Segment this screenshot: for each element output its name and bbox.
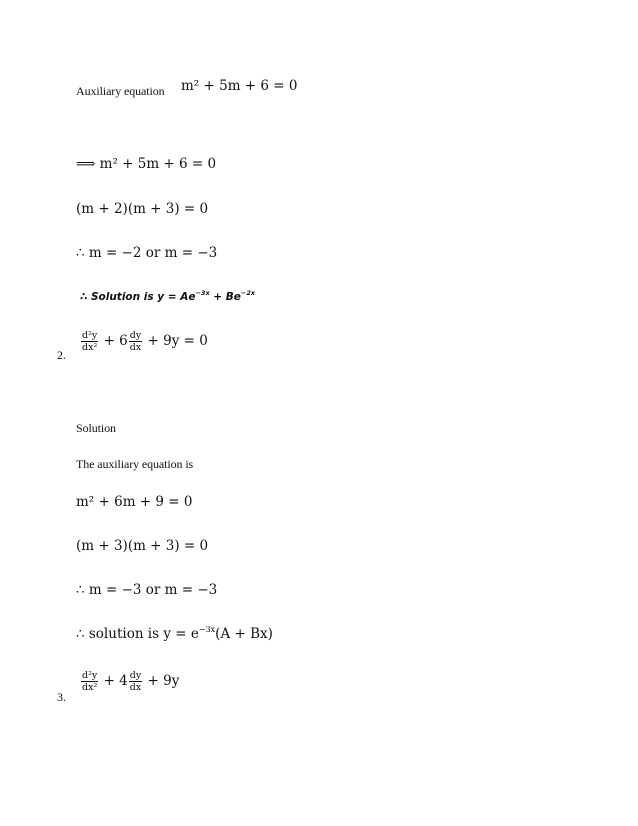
equation-tail: + 9y <box>147 673 180 689</box>
problem-2-number: 2. <box>57 348 66 362</box>
factored-equation-1: (m + 2)(m + 3) = 0 <box>76 201 209 217</box>
dy-dx-fraction <box>129 670 142 693</box>
fraction-denominator: dx² <box>82 682 98 693</box>
solution-1-exp1: −3x <box>195 289 210 297</box>
equation-tail: + 9y = 0 <box>147 333 208 349</box>
d2y-dx2-fraction <box>81 670 98 693</box>
aux-equation-2: m² + 6m + 9 = 0 <box>76 494 193 510</box>
solution-line-2 <box>76 626 273 642</box>
fraction-numerator: d²y <box>82 670 98 681</box>
plus-coefficient: + 6 <box>103 333 128 349</box>
aux-equation: m² + 5m + 6 = 0 <box>181 78 298 94</box>
roots-line-2: ∴ m = −3 or m = −3 <box>76 582 218 598</box>
solution-1-prefix: ∴ Solution is y = Ae <box>80 291 196 303</box>
fraction-numerator: d²y <box>82 330 98 341</box>
dy-dx-fraction <box>129 330 142 353</box>
problem-2-equation <box>80 330 208 353</box>
solution-1-exp2: −2x <box>240 289 256 297</box>
solution-heading: Solution <box>76 421 116 435</box>
problem-3-number: 3. <box>57 690 66 704</box>
fraction-denominator: dx <box>129 342 142 353</box>
implies-equation: ⟹ m² + 5m + 6 = 0 <box>76 156 217 172</box>
fraction-denominator: dx² <box>82 342 98 353</box>
fraction-denominator: dx <box>129 682 142 693</box>
solution-2-exp: −3x <box>198 625 216 634</box>
factored-equation-2: (m + 3)(m + 3) = 0 <box>76 538 209 554</box>
problem-3-equation <box>80 670 179 693</box>
solution-2-tail: (A + Bx) <box>215 626 273 642</box>
roots-line-1: ∴ m = −2 or m = −3 <box>76 245 218 261</box>
aux-label: Auxiliary equation <box>76 84 165 98</box>
fraction-numerator: dy <box>129 330 142 341</box>
solution-2-prefix: ∴ solution is y = e <box>76 626 199 642</box>
d2y-dx2-fraction <box>81 330 98 353</box>
solution-line-1 <box>80 291 255 303</box>
plus-coefficient: + 4 <box>103 673 128 689</box>
solution-1-mid: + Be <box>209 291 241 303</box>
fraction-numerator: dy <box>129 670 142 681</box>
aux-equation-label-2: The auxiliary equation is <box>76 457 194 471</box>
